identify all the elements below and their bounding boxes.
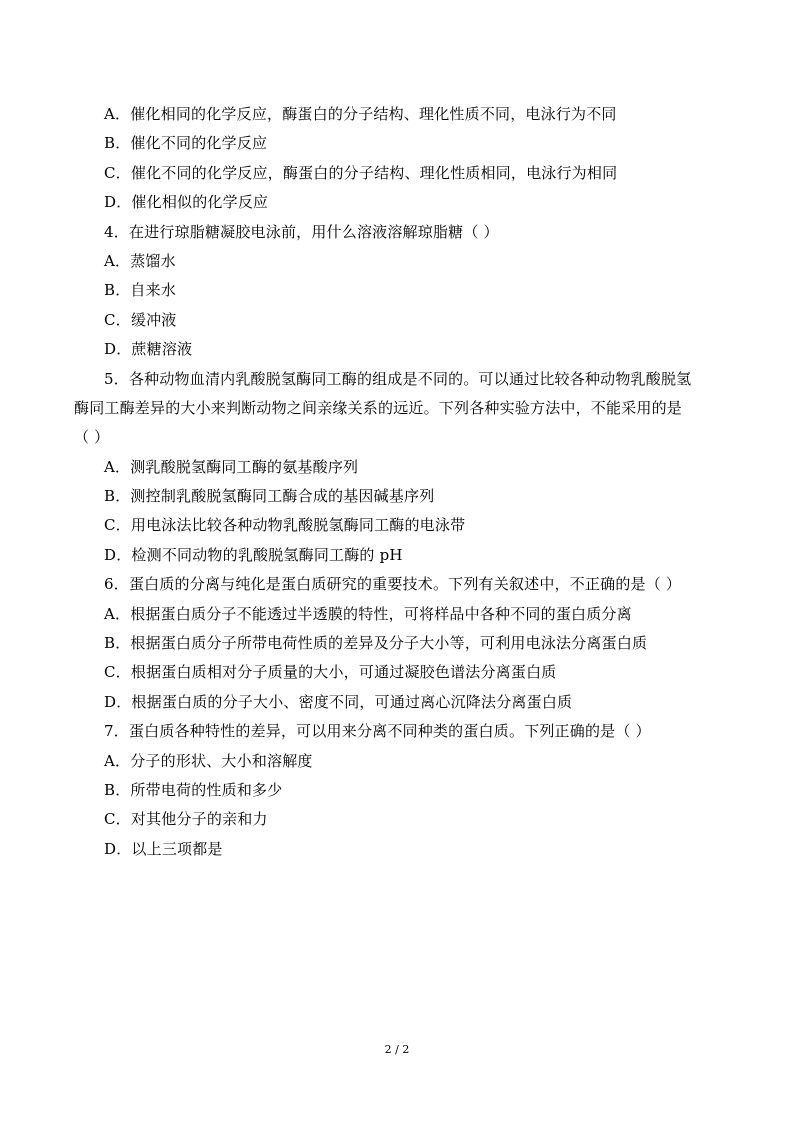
page-number: 2 / 2 — [384, 1043, 410, 1056]
option-3d: D．催化相似的化学反应 — [104, 193, 269, 212]
option-7a: A．分子的形状、大小和溶解度 — [104, 751, 313, 770]
option-5a: A．测乳酸脱氢酶同工酶的氨基酸序列 — [104, 457, 359, 476]
option-6d: D．根据蛋白质的分子大小、密度不同，可通过离心沉降法分离蛋白质 — [104, 692, 573, 711]
question-6: 6．蛋白质的分离与纯化是蛋白质研究的重要技术。下列有关叙述中，不正确的是（ ） — [104, 575, 682, 594]
option-5d: D．检测不同动物的乳酸脱氢酶同工酶的 pH — [104, 545, 403, 564]
option-3a: A．催化相同的化学反应，酶蛋白的分子结构、理化性质不同，电泳行为不同 — [104, 105, 617, 123]
option-5b: B．测控制乳酸脱氢酶同工酶合成的基因碱基序列 — [104, 487, 435, 506]
option-7d: D．以上三项都是 — [104, 839, 223, 858]
question-7: 7．蛋白质各种特性的差异，可以用来分离不同种类的蛋白质。下列正确的是（ ） — [104, 722, 651, 741]
option-4b: B．自来水 — [104, 281, 177, 300]
question-5-continued: 酶同工酶差异的大小来判断动物之间亲缘关系的远近。下列各种实验方法中，不能采用的是 — [74, 398, 683, 417]
option-7c: C．对其他分子的亲和力 — [104, 810, 268, 829]
option-3c: C．催化不同的化学反应，酶蛋白的分子结构、理化性质相同，电泳行为相同 — [104, 163, 618, 182]
question-5-blank: （ ） — [74, 428, 110, 447]
option-7b: B．所带电荷的性质和多少 — [104, 780, 283, 799]
option-5c: C．用电泳法比较各种动物乳酸脱氢酶同工酶的电泳带 — [104, 516, 466, 535]
option-3b: B．催化不同的化学反应 — [104, 134, 268, 153]
option-6b: B．根据蛋白质分子所带电荷性质的差异及分子大小等，可利用电泳法分离蛋白质 — [104, 634, 648, 653]
option-6c: C．根据蛋白质相对分子质量的大小，可通过凝胶色谱法分离蛋白质 — [104, 663, 557, 682]
option-6a: A．根据蛋白质分子不能透过半透膜的特性，可将样品中各种不同的蛋白质分离 — [104, 604, 632, 623]
option-4c: C．缓冲液 — [104, 310, 177, 329]
option-4a: A．蒸馏水 — [104, 251, 176, 270]
document-body — [0, 100, 794, 864]
question-5: 5．各种动物血清内乳酸脱氢酶同工酶的组成是不同的。可以通过比较各种动物乳酸脱氢 — [104, 369, 692, 388]
question-4: 4．在进行琼脂糖凝胶电泳前，用什么溶液溶解琼脂糖（ ） — [104, 222, 499, 241]
option-4d: D．蔗糖溶液 — [104, 340, 193, 359]
